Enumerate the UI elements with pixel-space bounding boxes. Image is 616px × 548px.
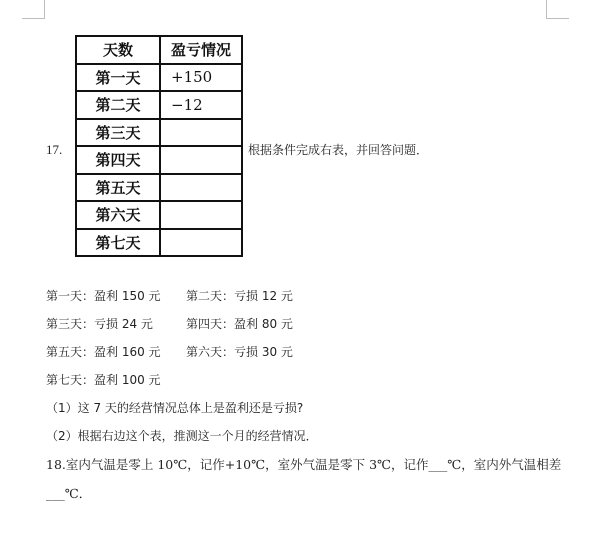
- table-row: [76, 146, 242, 174]
- day-cell: 第七天: [76, 229, 160, 257]
- fact-item: [46, 343, 161, 360]
- page-corner-mark: [546, 0, 569, 19]
- header-profit-loss: 盈亏情况: [160, 36, 242, 64]
- fact-value: 盈利 100 元: [94, 373, 161, 387]
- day-cell: 第四天: [76, 146, 160, 174]
- table-header-row: [76, 36, 242, 64]
- value-cell[interactable]: [160, 201, 242, 229]
- table-row: [76, 64, 242, 92]
- fact-value: 盈利 150 元: [94, 289, 161, 303]
- table-row: [76, 119, 242, 147]
- day-cell: 第二天: [76, 91, 160, 119]
- fact-label: 第四天：: [186, 317, 235, 331]
- fact-item: [46, 315, 153, 332]
- profit-loss-table: [75, 35, 243, 257]
- day-cell: 第一天: [76, 64, 160, 92]
- fact-item: [186, 343, 293, 360]
- page-corner-mark: [22, 0, 45, 19]
- table-row: [76, 174, 242, 202]
- fact-label: 第一天：: [46, 289, 95, 303]
- question-number: 17.: [46, 142, 63, 157]
- day-cell: 第五天: [76, 174, 160, 202]
- instruction-text: 根据条件完成右表，并回答问题．: [248, 143, 429, 157]
- day-cell: 第三天: [76, 119, 160, 147]
- header-days: 天数: [76, 36, 160, 64]
- value-cell[interactable]: [160, 146, 242, 174]
- value-cell[interactable]: [160, 229, 242, 257]
- table-row: [76, 91, 242, 119]
- day-cell: 第六天: [76, 201, 160, 229]
- value-cell[interactable]: [160, 119, 242, 147]
- question-18-line2: ___℃．: [46, 486, 92, 501]
- table-row: [76, 229, 242, 257]
- fact-label: 第三天：: [46, 317, 95, 331]
- table-row: [76, 201, 242, 229]
- fact-value: 亏损 12 元: [234, 289, 293, 303]
- fact-value: 亏损 24 元: [94, 317, 153, 331]
- sub-question-2: （2）根据右边这个表，推测这一个月的经营情况．: [46, 429, 318, 443]
- value-cell[interactable]: [160, 174, 242, 202]
- fact-item: [186, 315, 293, 332]
- fact-label: 第七天：: [46, 373, 95, 387]
- fact-label: 第六天：: [186, 345, 235, 359]
- fact-item: [46, 287, 161, 304]
- fact-item: [186, 287, 293, 304]
- value-cell[interactable]: +150: [160, 64, 242, 92]
- question-18-line1: 18.室内气温是零上 10℃，记作+10℃，室外气温是零下 3℃，记作___℃，室内外气温相差: [46, 457, 562, 472]
- fact-label: 第二天：: [186, 289, 235, 303]
- value-cell[interactable]: −12: [160, 91, 242, 119]
- fact-label: 第五天：: [46, 345, 95, 359]
- fact-value: 盈利 160 元: [94, 345, 161, 359]
- fact-value: 亏损 30 元: [234, 345, 293, 359]
- sub-question-1: （1）这 7 天的经营情况总体上是盈利还是亏损?: [46, 401, 304, 415]
- fact-value: 盈利 80 元: [234, 317, 293, 331]
- fact-item: [46, 371, 161, 388]
